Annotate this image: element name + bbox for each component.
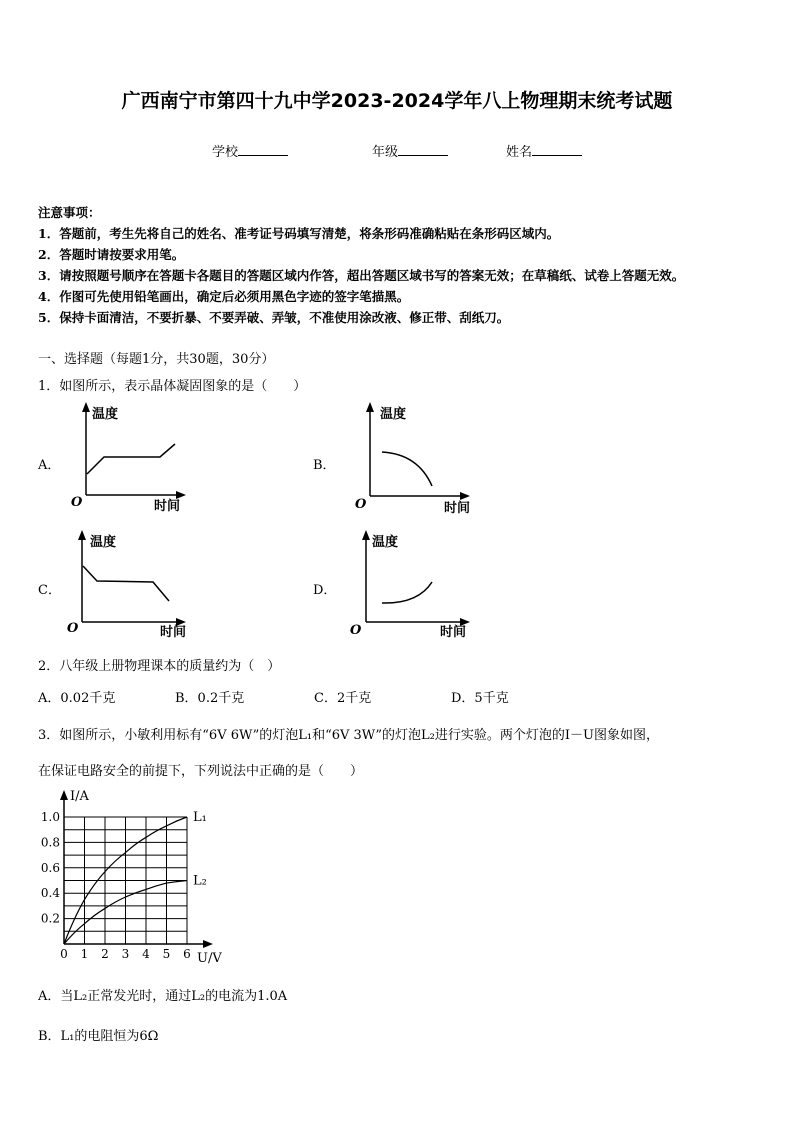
x-tick-label: 6 <box>183 947 191 961</box>
school-field <box>212 141 288 160</box>
section-heading: 一、选择题（每题1分，共30题，30分） <box>38 352 275 367</box>
x-axis-label: U/V <box>197 951 222 966</box>
note-item: 1．答题前，考生先将自己的姓名、准考证号码填写清楚，将条形码准确粘贴在条形码区域内。 <box>38 226 560 241</box>
question-3-stem-line1: 3．如图所示，小敏利用标有“6V 6W”的灯泡L₁和“6V 3W”的灯泡L₂进行实验。两个灯泡的I－U图象如图， <box>38 728 659 743</box>
x-tick-label: 3 <box>121 947 130 961</box>
graph-c-curve <box>83 566 169 601</box>
note-item: 3．请按照题号顺序在答题卡各题目的答题区域内作答，超出答题区域书写的答案无效；在草稿纸、试卷上答题无效。 <box>38 268 685 283</box>
x-tick-label: 5 <box>162 947 171 961</box>
graph-a-curve <box>87 444 175 474</box>
note-item: 4．作图可先使用铅笔画出，确定后必须用黑色字迹的签字笔描黑。 <box>38 289 410 304</box>
question-1-stem: 1．如图所示，表示晶体凝固图象的是（ ） <box>38 379 307 394</box>
x-tick-label: 1 <box>80 947 89 961</box>
question-3-stem-line2: 在保证电路安全的前提下，下列说法中正确的是（ ） <box>38 764 364 779</box>
grade-label: 年级 <box>372 145 399 160</box>
q1-graph-a <box>66 402 196 514</box>
y-axis-label: 温度 <box>90 535 117 550</box>
iu-chart <box>36 786 232 966</box>
q2-option-c: C．2千克 <box>314 691 372 706</box>
graph-b-curve <box>382 452 432 486</box>
note-item: 2．答题时请按要求用笔。 <box>38 247 185 262</box>
grade-blank <box>398 143 448 156</box>
y-axis-label: 温度 <box>372 535 399 550</box>
y-axis-label: 温度 <box>92 407 119 422</box>
grade-field <box>372 141 448 160</box>
q1-option-a-label: A． <box>38 458 61 473</box>
series-label-1: L₁ <box>193 810 207 825</box>
q1-option-c-label: C． <box>38 583 61 598</box>
note-item: 5．保持卡面清洁，不要折暴、不要弄破、弄皱，不准使用涂改液、修正带、刮纸刀。 <box>38 310 510 325</box>
x-axis-label: 时间 <box>444 501 471 516</box>
y-tick-label: 0.4 <box>40 886 60 901</box>
x-axis-label: 时间 <box>440 625 467 640</box>
y-axis-label: I/A <box>70 789 89 804</box>
question-2-stem: 2．八年级上册物理课本的质量约为（ ） <box>38 659 281 674</box>
graph-d-curve <box>382 582 432 603</box>
x-axis-arrow <box>203 940 213 948</box>
school-blank <box>238 143 288 156</box>
q2-option-a: A．0.02千克 <box>38 691 116 706</box>
q1-option-b-label: B． <box>313 458 336 473</box>
name-label: 姓名 <box>506 145 533 160</box>
y-axis-label: 温度 <box>380 407 407 422</box>
q1-graph-c <box>62 530 198 642</box>
notes-heading: 注意事项： <box>38 205 101 220</box>
origin-label: O <box>355 497 367 512</box>
series-label-2: L₂ <box>193 873 207 889</box>
y-tick-label: 0.6 <box>40 860 60 875</box>
q3-option-a: A．当L₂正常发光时，通过L₂的电流为1.0A <box>38 989 288 1004</box>
q1-option-d-label: D． <box>313 583 337 598</box>
origin-label: O <box>71 495 83 510</box>
y-tick-label: 0.2 <box>40 911 60 926</box>
y-tick-label: 1.0 <box>40 810 60 824</box>
x-tick-label: 0 <box>60 947 68 961</box>
x-axis-label: 时间 <box>154 499 181 514</box>
school-label: 学校 <box>212 145 239 160</box>
name-blank <box>532 143 582 156</box>
y-axis-arrow <box>60 790 68 800</box>
x-tick-label: 4 <box>142 947 150 961</box>
x-axis-label: 时间 <box>160 625 187 640</box>
y-tick-label: 0.8 <box>40 835 60 850</box>
q2-option-d: D．5千克 <box>451 691 509 706</box>
page-title: 广西南宁市第四十九中学2023-2024学年八上物理期末统考试题 <box>121 90 673 112</box>
name-field <box>506 141 582 160</box>
q3-option-b: B．L₁的电阻恒为6Ω <box>38 1029 159 1044</box>
q1-graph-b <box>350 402 480 518</box>
origin-label: O <box>67 621 79 636</box>
x-tick-label: 2 <box>101 947 109 961</box>
origin-label: O <box>350 623 362 638</box>
q1-graph-d <box>346 530 482 642</box>
q2-option-b: B．0.2千克 <box>175 691 245 706</box>
